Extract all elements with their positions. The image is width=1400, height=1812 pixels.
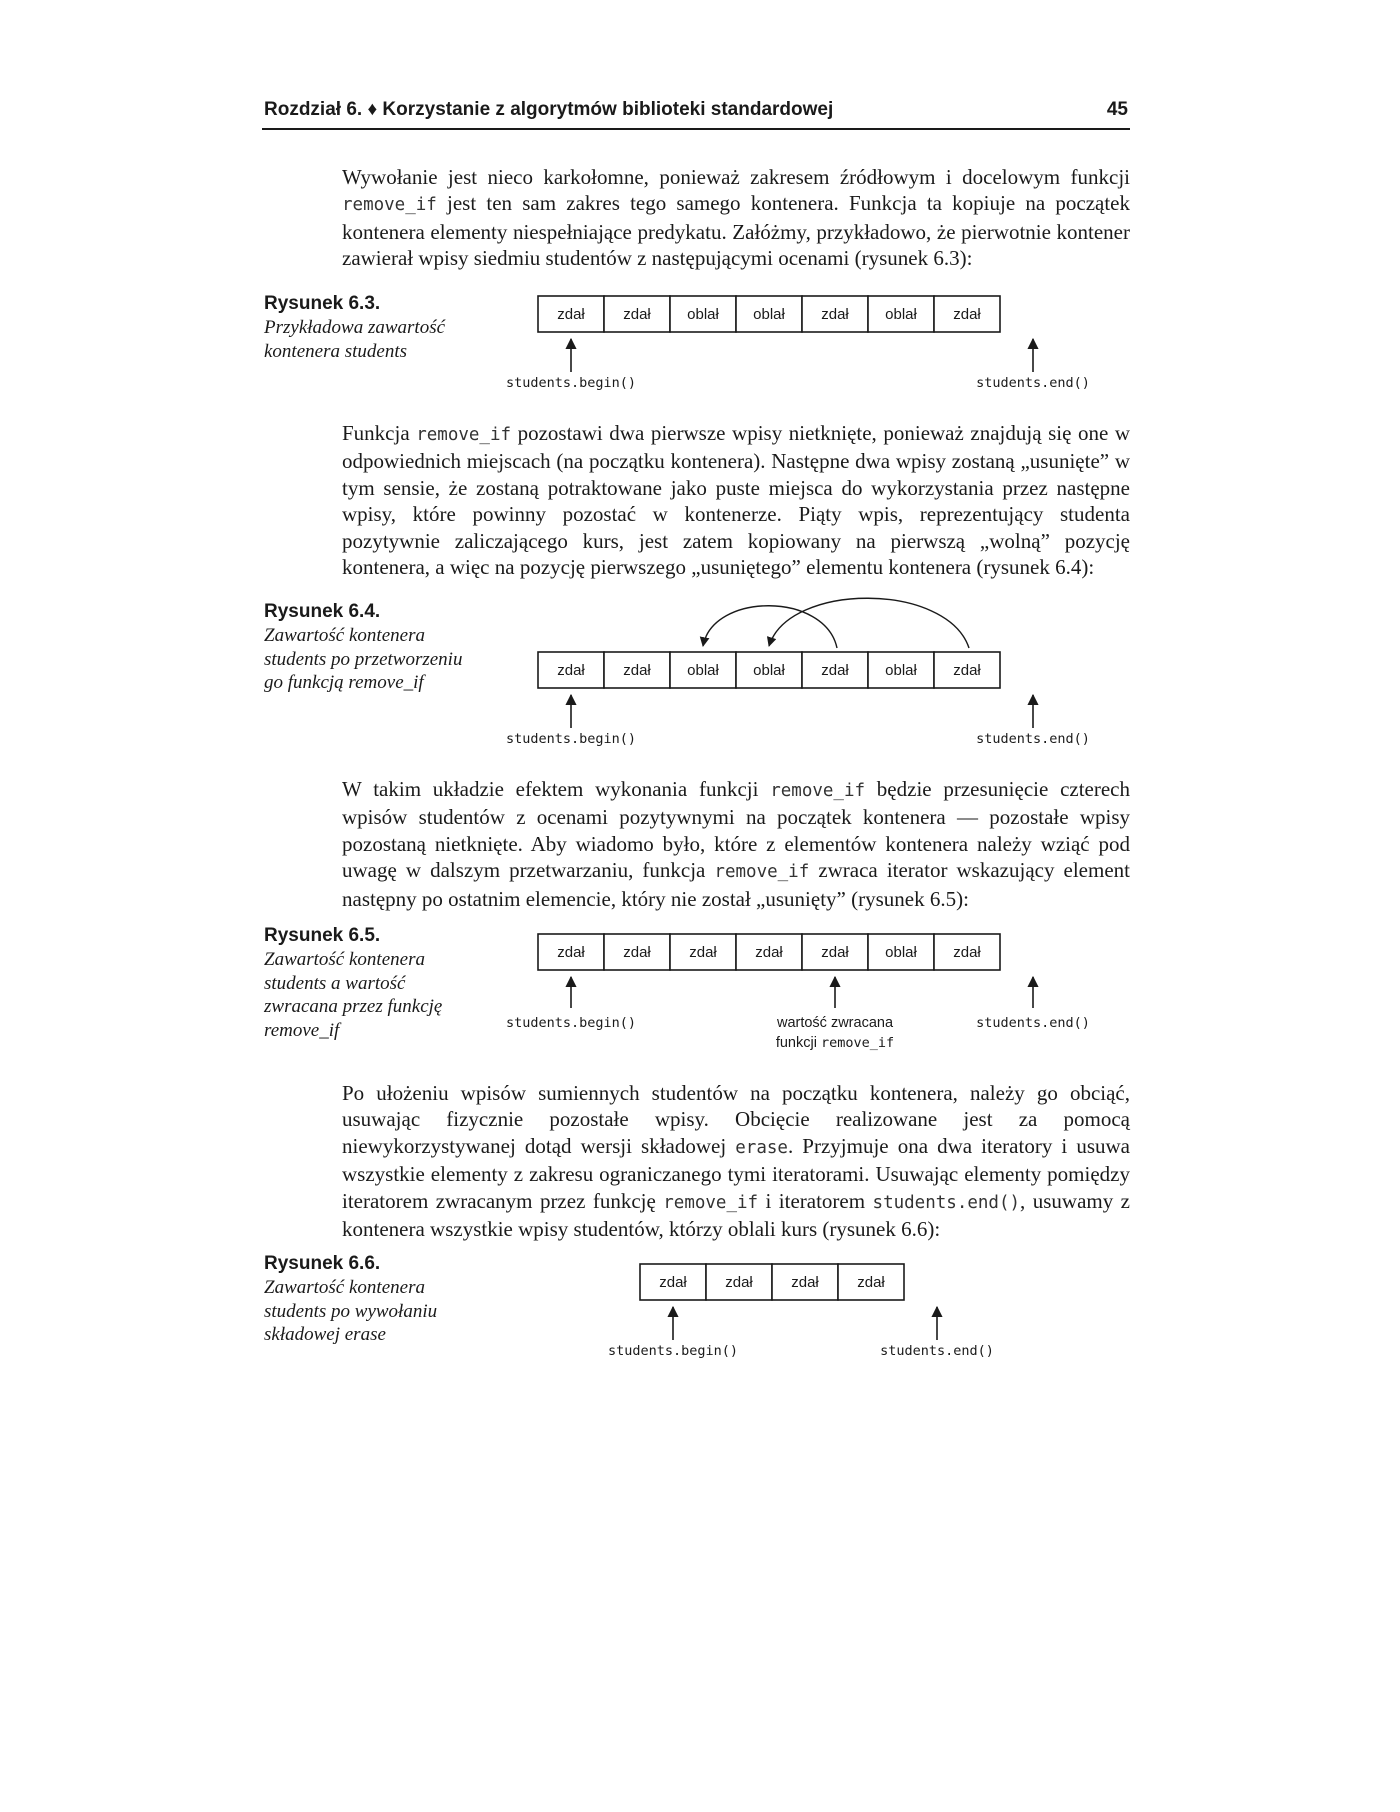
- cell-label: zdał: [821, 662, 849, 679]
- figure-number: Rysunek 6.5.: [264, 925, 381, 946]
- end-label: students.end(): [976, 375, 1090, 391]
- label-code: remove_if: [820, 1035, 895, 1051]
- caption-line: kontenera students: [264, 340, 408, 362]
- figure-6-3-diagram: [506, 296, 1090, 391]
- caption-line: remove_if: [264, 1019, 340, 1041]
- cell-label: oblał: [753, 662, 785, 679]
- figure-number: Rysunek 6.6.: [264, 1253, 381, 1274]
- caption-line: Zawartość kontenera: [264, 949, 425, 970]
- paragraph-2: Funkcja remove_if pozostawi dwa pierwsze wpisy nietknięte, ponieważ znajdują się one w odpowiednich miejscach (na początku kontenera). Następne dwa wpisy zostaną „usunięte” w tym sensie, że zostaną potraktowane jako puste miejsca do wykorzystania przez następne wpisy, które powinny pozostać w kontenerze. Piąty wpis, reprezentujący studenta pozytywnie zaliczającego kurs, jest zatem kopiowany na pierwszą „wolną” pozycję kontenera, a więc na pozycję pierwszego „usuniętego” elementu kontenera (rysunek 6.4):: [342, 421, 1130, 580]
- cell-label: oblał: [687, 662, 719, 679]
- return-value-label: wartość zwracana: [776, 1015, 894, 1031]
- cell-label: zdał: [557, 662, 585, 679]
- end-label: students.end(): [976, 1015, 1090, 1031]
- end-label: students.end(): [880, 1343, 994, 1359]
- return-value-label: [776, 1035, 894, 1051]
- cell-label: zdał: [623, 944, 651, 961]
- caption-line: Zawartość kontenera: [264, 625, 425, 646]
- cell-label: zdał: [557, 306, 585, 323]
- begin-label: students.begin(): [505, 731, 637, 747]
- cell-label: zdał: [659, 1274, 687, 1291]
- begin-label: students.begin(): [505, 1015, 637, 1031]
- cell-label: oblał: [753, 306, 785, 323]
- chapter-title: Rozdział 6. ♦ Korzystanie z algorytmów biblioteki standardowej: [264, 99, 834, 120]
- inline-code: remove_if: [714, 862, 810, 883]
- figure-number: Rysunek 6.4.: [264, 601, 381, 622]
- paragraph-3: W takim układzie efektem wykonania funkcji remove_if będzie przesunięcie czterech wpisów studentów z ocenami pozytywnymi na początek kontenera — pozostałe wpisy pozostaną nietknięte. Aby wiadomo było, które z elementów kontenera należy wziąć pod uwagę w dalszym przetwarzaniu, funkcja remove_if zwraca iterator wskazujący element następny po ostatnim elemencie, który nie został „usunięty” (rysunek 6.5):: [342, 777, 1130, 911]
- figure-6-4-diagram: [506, 598, 1090, 747]
- figure-6-5-diagram: [506, 934, 1090, 1051]
- cell-label: zdał: [689, 944, 717, 961]
- cell-label: zdał: [953, 306, 981, 323]
- cell-label: oblał: [885, 944, 917, 961]
- page-number: 45: [1106, 99, 1128, 120]
- end-label: students.end(): [976, 731, 1090, 747]
- cell-label: zdał: [821, 944, 849, 961]
- begin-label: students.begin(): [505, 375, 637, 391]
- figure-number: Rysunek 6.3.: [264, 293, 381, 314]
- caption-line: students po wywołaniu: [264, 1300, 438, 1322]
- caption-line: Zawartość kontenera: [264, 1277, 425, 1298]
- caption-line: zwracana przez funkcję: [264, 996, 443, 1017]
- cell-label: zdał: [557, 944, 585, 961]
- cell-label: oblał: [885, 662, 917, 679]
- cell-label: oblał: [885, 306, 917, 323]
- inline-code: remove_if: [770, 781, 866, 801]
- caption-line: students a wartość: [264, 972, 406, 994]
- begin-label: students.begin(): [607, 1343, 739, 1359]
- caption-line: Przykładowa zawartość: [264, 317, 446, 338]
- inline-code: erase: [735, 1137, 788, 1158]
- cell-label: zdał: [857, 1274, 885, 1291]
- cell-label: zdał: [791, 1274, 819, 1291]
- cell-label: zdał: [953, 944, 981, 961]
- cell-label: zdał: [725, 1274, 753, 1291]
- cell-label: oblał: [687, 306, 719, 323]
- inline-code: remove_if: [342, 195, 437, 216]
- cell-label: zdał: [623, 306, 651, 323]
- cell-label: zdał: [623, 662, 651, 679]
- caption-line: go funkcją remove_if: [264, 672, 424, 693]
- cell-label: zdał: [953, 662, 981, 679]
- paragraph-1: Wywołanie jest nieco karkołomne, ponieważ zakresem źródłowym i docelowym funkcji remove_if jest ten sam zakres tego samego kontenera. Funkcja ta kopiuje na początek kontenera elementy niespełniające predykatu. Załóżmy, przykładowo, że pierwotnie kontener zawierał wpisy siedmiu studentów z następującymi ocenami (rysunek 6.3):: [342, 165, 1130, 271]
- cell-label: zdał: [755, 944, 783, 961]
- paragraph-4: Po ułożeniu wpisów sumiennych studentów na początku kontenera, należy go obciąć, usuwając fizycznie pozostałe wpisy. Obcięcie realizowane jest za pomocą niewykorzystywanej dotąd wersji składowej erase. Przyjmuje ona dwa iteratory i usuwa wszystkie elementy z zakresu ograniczanego tymi iteratorami. Usuwając elementy pomiędzy iteratorem zwracanym przez funkcję remove_if i iteratorem students.end(), usuwamy z kontenera wszystkie wpisy studentów, którzy oblali kurs (rysunek 6.6):: [342, 1081, 1130, 1242]
- copy-arrow: [769, 598, 969, 648]
- caption-line: students po przetworzeniu: [264, 648, 463, 670]
- inline-code: remove_if: [663, 1192, 759, 1213]
- inline-code: remove_if: [416, 425, 512, 445]
- cell-label: zdał: [821, 306, 849, 323]
- figure-6-6-diagram: [608, 1264, 994, 1359]
- caption-line: składowej erase: [264, 1324, 386, 1345]
- label-text: funkcji: [775, 1035, 821, 1051]
- inline-code: students.end(): [872, 1192, 1021, 1213]
